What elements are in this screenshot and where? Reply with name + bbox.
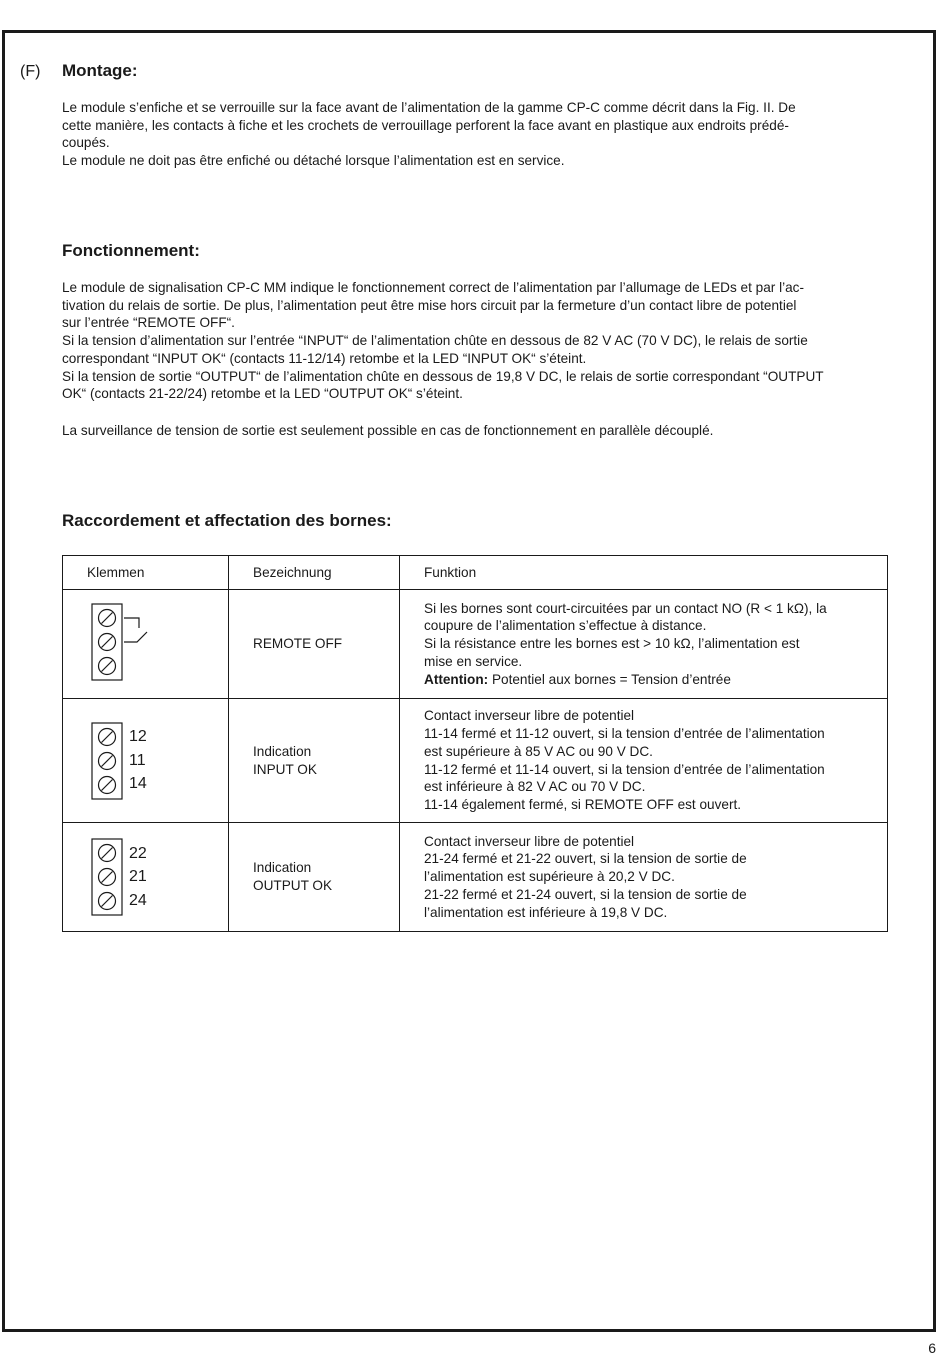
fonctionnement-line: Si la tension d’alimentation sur l’entrée “INPUT“ de l’alimentation chûte en dessous de 82 V AC (70 V DC), le relais de sortie [62,333,808,349]
remote-off-terminal-diagram [91,601,155,683]
header-funktion: Funktion [400,556,888,590]
terminal-number: 21 [129,868,147,886]
function-line: Contact inverseur libre de potentiel [424,833,635,849]
fonctionnement-heading: Fonctionnement: [62,241,200,260]
screw-terminal-icon [99,728,116,745]
designation-cell [229,699,400,823]
attention-text: Potentiel aux bornes = Tension d’entrée [488,671,731,687]
terminal-number: 14 [129,775,147,793]
terminal-cell [63,823,229,932]
table-row [63,699,888,823]
function-cell [400,699,888,823]
function-line: l’alimentation est supérieure à 20,2 V DC. [424,869,675,885]
raccordement-heading: Raccordement et affectation des bornes: [62,511,392,530]
terminal-number: 11 [129,751,146,769]
designation-text: Indication [253,860,312,876]
function-line: 11-12 fermé et 11-14 ouvert, si la tension d’entrée de l’alimentation [424,761,825,777]
screw-terminal-icon [99,776,116,793]
screw-terminal-icon [99,869,116,886]
attention-label: Attention: [424,671,489,687]
function-line: 11-14 fermé et 11-12 ouvert, si la tension d’entrée de l’alimentation [424,726,825,742]
terminal-cell [63,590,229,699]
function-line: l’alimentation est inférieure à 19,8 V DC. [424,904,668,920]
terminal-number: 24 [129,891,147,909]
montage-line: Le module ne doit pas être enfiché ou détaché lorsque l’alimentation est en service. [62,153,565,169]
fonctionnement-line: correspondant “INPUT OK“ (contacts 11-12/14) retombe et la LED “INPUT OK“ s’éteint. [62,350,587,366]
function-line: Si la résistance entre les bornes est > 10 kΩ, l’alimentation est [424,636,800,652]
table-row [63,823,888,932]
function-line: mise en service. [424,653,523,669]
designation-text: Indication [253,743,312,759]
designation-text: REMOTE OFF [253,636,343,652]
function-line: 21-24 fermé et 21-22 ouvert, si la tension de sortie de [424,851,747,867]
function-line: est inférieure à 82 V AC ou 70 V DC. [424,779,646,795]
screw-terminal-icon [99,893,116,910]
page-number: 6 [928,1340,936,1356]
header-bezeichnung: Bezeichnung [229,556,400,590]
function-line: coupure de l’alimentation s’effectue à distance. [424,618,707,634]
table-header-row [63,556,888,590]
screw-terminal-icon [99,657,116,674]
function-line: 21-22 fermé et 21-24 ouvert, si la tension de sortie de [424,886,747,902]
fonctionnement-line: Si la tension de sortie “OUTPUT“ de l’alimentation chûte en dessous de 19,8 V DC, le relais de sortie correspondant “OUTPUT [62,368,824,384]
attention-line [424,671,879,689]
terminal-numbers [123,725,147,796]
input-ok-terminal-block [91,722,123,800]
screw-terminal-icon [99,633,116,650]
function-line: Contact inverseur libre de potentiel [424,708,635,724]
output-ok-terminal-block [91,838,123,916]
montage-line: cette manière, les contacts à fiche et les crochets de verrouillage perforent la face avant en plastique aux endroits prédé- [62,117,789,133]
fonctionnement-line: tivation du relais de sortie. De plus, l’alimentation peut être mise hors circuit par la fermeture d’un contact libre de potentiel [62,297,797,313]
montage-line: Le module s’enfiche et se verrouille sur la face avant de l’alimentation de la gamme CP-C comme décrit dans la Fig. II. De [62,100,796,115]
fonctionnement-text [62,279,884,403]
function-line: Si les bornes sont court-circuitées par un contact NO (R < 1 kΩ), la [424,600,827,616]
montage-heading: Montage: [62,61,138,80]
table-row [63,590,888,699]
screw-terminal-icon [99,609,116,626]
terminal-table [62,555,888,932]
fonctionnement-line: sur l’entrée “REMOTE OFF“. [62,315,235,331]
function-cell [400,823,888,932]
fonctionnement-line: OK“ (contacts 21-22/24) retombe et la LED “OUTPUT OK“ s’éteint. [62,386,463,402]
screw-terminal-icon [99,752,116,769]
designation-cell [229,590,400,699]
header-klemmen: Klemmen [63,556,229,590]
function-line: 11-14 également fermé, si REMOTE OFF est ouvert. [424,796,742,812]
screw-terminal-icon [99,845,116,862]
designation-cell [229,823,400,932]
designation-text: INPUT OK [253,761,317,777]
fonctionnement-line: Le module de signalisation CP-C MM indique le fonctionnement correct de l’alimentation par l’allumage de LEDs et par l’ac- [62,280,804,295]
switch-contact-icon [124,618,147,642]
designation-text: OUTPUT OK [253,878,333,893]
terminal-number: 12 [129,728,147,746]
montage-text [62,99,884,170]
montage-line: coupés. [62,135,110,151]
terminal-number: 22 [129,844,147,862]
language-marker: (F) [20,63,41,80]
terminal-cell [63,699,229,823]
fonctionnement-note: La surveillance de tension de sortie est seulement possible en cas de fonctionnement en parallèle découplé. [62,423,714,438]
terminal-numbers [123,842,147,913]
function-line: est supérieure à 85 V AC ou 90 V DC. [424,743,653,759]
function-cell [400,590,888,699]
